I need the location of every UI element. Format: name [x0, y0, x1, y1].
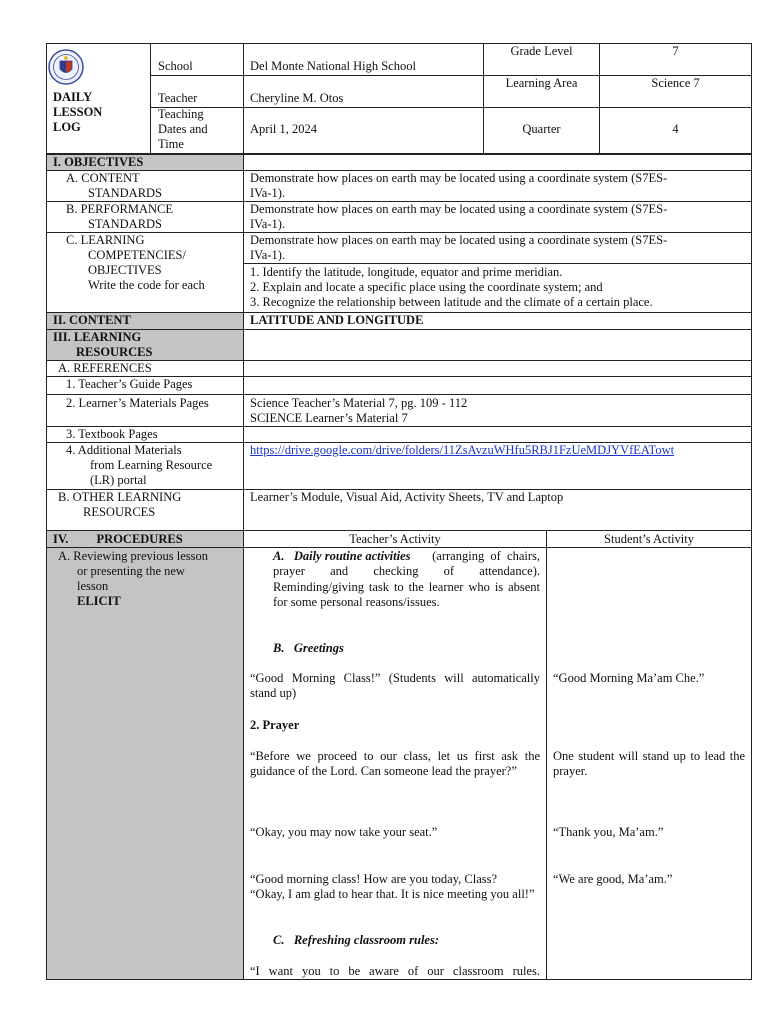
rules-teacher: “I want you to be aware of our classroom rules. — [250, 964, 540, 978]
lr-portal-label: 4. Additional Materials from Learning Resource (LR) portal — [66, 443, 213, 487]
quarter-value: 4 — [672, 122, 679, 136]
teacher-value: Cheryline M. Otos — [250, 91, 344, 105]
learning-competencies-label: C. LEARNING COMPETENCIES/ OBJECTIVES Write the code for each — [66, 233, 205, 292]
content-topic: LATITUDE AND LONGITUDE — [250, 313, 424, 327]
objectives-heading: I. OBJECTIVES — [53, 155, 144, 169]
howareyou-teacher: “Good morning class! How are you today, Class? — [250, 872, 498, 886]
greeting-student: “Good Morning Ma’am Che.” — [553, 671, 705, 685]
prayer-teacher: “Before we proceed to our class, let us first ask the guidance of the Lord. Can someone lead the prayer?” — [250, 749, 540, 779]
quarter-label: Quarter — [522, 122, 561, 136]
dll-title: DAILY LESSON LOG — [53, 90, 103, 134]
objectives-list: 1. Identify the latitude, longitude, equator and prime meridian. 2. Explain and locate a specific place using the coordinate system; and 3. Recognize the relationship between latitude and the climate of a certain place. — [250, 265, 653, 309]
learning-area-label: Learning Area — [505, 76, 578, 90]
learners-materials-label: 2. Learner’s Materials Pages — [66, 396, 209, 410]
learning-competencies-text: Demonstrate how places on earth may be located using a coordinate system (S7ES- IVa-1). — [250, 233, 668, 262]
prayer-student: One student will stand up to lead the prayer. — [553, 749, 745, 779]
date-value: April 1, 2024 — [250, 122, 318, 136]
grade-level-value: 7 — [672, 44, 679, 58]
lr-portal-link[interactable]: https://drive.google.com/drive/folders/11ZsAvzuWHfu5RBJ1FzUeMDJYVfEATowt — [250, 443, 675, 457]
textbook-label: 3. Textbook Pages — [66, 427, 158, 441]
resources-heading: III. LEARNING RESOURCES — [53, 330, 153, 359]
other-resources-label: B. OTHER LEARNING RESOURCES — [58, 490, 182, 519]
seat-student: “Thank you, Ma’am.” — [553, 825, 664, 839]
learning-area-value: Science 7 — [651, 76, 700, 90]
greeting-teacher: “Good Morning Class!” (Students will automatically stand up) — [250, 671, 540, 701]
content-heading: II. CONTENT — [53, 313, 131, 327]
school-value: Del Monte National High School — [250, 59, 416, 73]
daily-routine-text: (arranging of chairs, prayer and checking of attendance). Reminding/giving task to the learner who is absent for some personal reasons/issues. — [273, 549, 540, 609]
glad-teacher: “Okay, I am glad to hear that. It is nice meeting you all!” — [250, 887, 535, 901]
greetings-heading: B. Greetings — [273, 641, 344, 655]
grade-level-label: Grade Level — [510, 44, 573, 58]
other-resources-text: Learner’s Module, Visual Aid, Activity Sheets, TV and Laptop — [250, 490, 564, 504]
content-standards-label: A. CONTENT STANDARDS — [66, 171, 163, 200]
references-label: A. REFERENCES — [58, 361, 152, 375]
procedures-heading: IV. PROCEDURES — [53, 532, 183, 546]
seat-teacher: “Okay, you may now take your seat.” — [250, 825, 438, 839]
rules-heading: C. Refreshing classroom rules: — [273, 933, 439, 947]
prayer-heading: 2. Prayer — [250, 718, 300, 732]
content-standards-text: Demonstrate how places on earth may be located using a coordinate system (S7ES- IVa-1). — [250, 171, 668, 200]
teacher-activity-header: Teacher’s Activity — [349, 532, 441, 546]
student-activity-header: Student’s Activity — [604, 532, 694, 546]
dates-label: Teaching Dates and Time — [158, 107, 208, 151]
good-student: “We are good, Ma’am.” — [553, 872, 673, 886]
daily-routine: A. Daily routine activities — [273, 549, 411, 563]
performance-standards-text: Demonstrate how places on earth may be located using a coordinate system (S7ES- IVa-1). — [250, 202, 668, 231]
procedure-step-a: A. Reviewing previous lesson or presenting the new lesson ELICIT — [58, 549, 208, 608]
learners-materials-text: Science Teacher’s Material 7, pg. 109 - 112 SCIENCE Learner’s Material 7 — [250, 396, 468, 425]
performance-standards-label: B. PERFORMANCE STANDARDS — [66, 202, 173, 231]
deped-seal-icon — [46, 47, 86, 87]
teacher-label: Teacher — [158, 91, 198, 105]
school-label: School — [158, 59, 193, 73]
teachers-guide-label: 1. Teacher’s Guide Pages — [66, 377, 193, 391]
